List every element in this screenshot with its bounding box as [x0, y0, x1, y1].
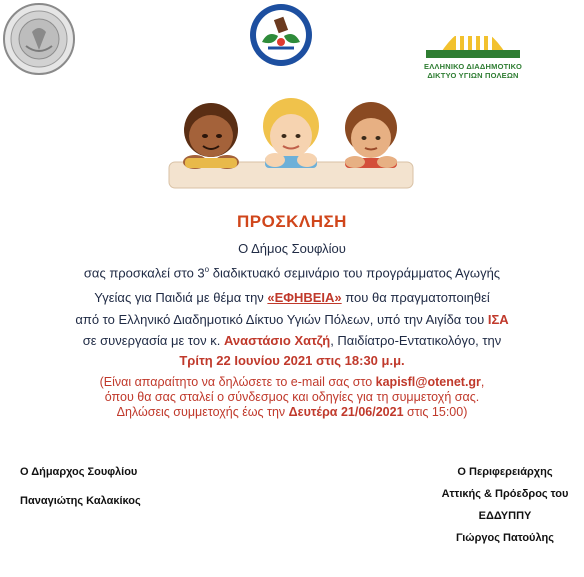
seminar-topic: «ΕΦΗΒΕΙΑ»	[267, 290, 342, 305]
body-line-3	[0, 290, 584, 305]
note-line-3-post: στις 15:00)	[403, 405, 468, 419]
note-line-3-pre: Δηλώσεις συμμετοχής έως την	[116, 405, 289, 419]
governor-title-line-3: ΕΔΔΥΠΠΥ	[478, 510, 532, 522]
invitation-title: ΠΡΟΣΚΛΗΣΗ	[237, 212, 347, 231]
organization-acronym: ΙΣΑ	[487, 312, 509, 327]
body-line-1: Ο Δήμος Σουφλίου	[238, 241, 346, 256]
scouts-logo	[248, 2, 314, 68]
body-line-3-pre: Υγείας για Παιδιά με θέμα την	[94, 290, 268, 305]
governor-title-line-1: Ο Περιφερειάρχης	[457, 466, 553, 478]
note-line-3	[0, 405, 584, 419]
note-line-1	[0, 375, 584, 389]
mayor-title: Ο Δήμαρχος Σουφλίου	[20, 466, 138, 478]
body-line-3-post: που θα πραγματοποιηθεί	[341, 290, 490, 305]
body-line-5-post: , Παιδίατρο-Εντατικολόγο, την	[330, 333, 502, 348]
body-line-5	[0, 333, 584, 348]
event-datetime: Τρίτη 22 Ιουνίου 2021 στις 18:30 μ.μ.	[179, 353, 405, 368]
children-illustration	[165, 96, 417, 192]
note-line-2: όπου θα σας σταλεί ο σύνδεσμος και οδηγίες για τη συμμετοχή σας.	[104, 390, 480, 404]
network-logo-line1: ΕΛΛΗΝΙΚΟ ΔΙΑΔΗΜΟΤΙΚΟ	[424, 62, 522, 71]
municipal-seal-logo	[2, 2, 76, 76]
speaker-name: Αναστάσιο Χατζή	[223, 333, 331, 348]
body-line-4	[0, 312, 584, 327]
governor-name: Γιώργος Πατούλης	[455, 532, 554, 544]
note-line-1-post: ,	[480, 375, 485, 389]
mayor-name: Παναγιώτης Καλακίκος	[20, 495, 141, 507]
body-line-2	[0, 265, 584, 280]
body-line-5-pre: σε συνεργασία με τον κ.	[82, 333, 224, 348]
network-logo-line2: ΔΙΚΤΥΟ ΥΓΙΩΝ ΠΟΛΕΩΝ	[427, 71, 519, 80]
registration-deadline: Δευτέρα 21/06/2021	[288, 405, 404, 419]
body-line-2-post: διαδικτυακό σεμινάριο του προγράμματος Αγωγής	[209, 265, 501, 281]
healthy-cities-network-logo	[418, 10, 528, 80]
body-line-4-pre: από το Ελληνικό Διαδημοτικό Δίκτυο Υγιών Πόλεων, υπό την Αιγίδα του	[75, 312, 488, 327]
body-line-2-pre: σας προσκαλεί στο 3	[83, 265, 205, 281]
ordinal-superscript: ο	[204, 265, 210, 274]
note-line-1-pre: (Είναι απαραίτητο να δηλώσετε το e-mail σας στο	[99, 375, 376, 389]
governor-title-line-2: Αττικής & Πρόεδρος του	[441, 488, 569, 500]
contact-email[interactable]: kapisfl@otenet.gr	[375, 375, 481, 389]
